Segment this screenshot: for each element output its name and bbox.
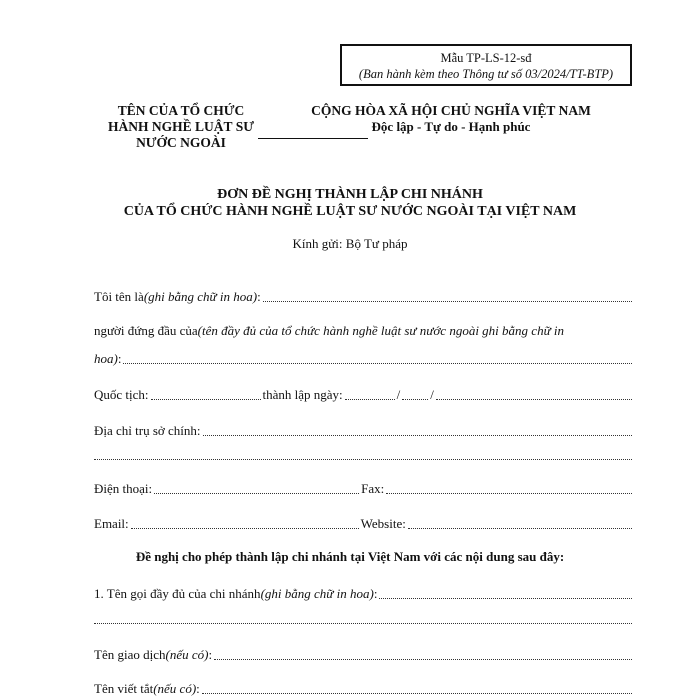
name-field[interactable] xyxy=(263,301,632,302)
address-line-2 xyxy=(94,443,634,463)
trade-name-label: Tên giao dịch xyxy=(94,647,166,662)
nationality-label: Quốc tịch: xyxy=(94,387,149,402)
branch-name-field-cont[interactable] xyxy=(94,623,632,624)
date-separator: / xyxy=(430,387,434,402)
nation-name: CỘNG HÒA XÃ HỘI CHỦ NGHĨA VIỆT NAM xyxy=(311,103,591,118)
name-line xyxy=(94,285,634,305)
trade-name-line xyxy=(94,643,634,663)
short-name-line xyxy=(94,677,634,697)
phone-label: Điện thoại: xyxy=(94,481,153,496)
branch-name-line xyxy=(94,582,634,602)
address-field-cont[interactable] xyxy=(94,459,632,460)
document-title-line2: CỦA TỔ CHỨC HÀNH NGHỀ LUẬT SƯ NƯỚC NGOÀI TẠI VIỆT NAM xyxy=(123,204,577,219)
org-name-field[interactable] xyxy=(123,363,632,364)
head-hint-cont: hoa) xyxy=(94,351,118,366)
phone-field[interactable] xyxy=(154,493,359,494)
established-label: thành lập ngày: xyxy=(262,387,343,402)
nationality-line xyxy=(94,383,634,403)
colon: : xyxy=(208,647,213,662)
website-label: Website: xyxy=(360,516,406,531)
website-field[interactable] xyxy=(408,528,632,529)
form-code-box xyxy=(340,44,632,86)
email-website-line xyxy=(94,512,634,532)
address-label: Địa chỉ trụ sở chính: xyxy=(94,423,201,438)
org-name-block xyxy=(96,103,266,151)
fax-label: Fax: xyxy=(361,481,385,496)
branch-name-hint: (ghi bằng chữ in hoa) xyxy=(260,586,374,601)
org-name-line3: NƯỚC NGOÀI xyxy=(136,135,226,150)
year-field[interactable] xyxy=(436,399,632,400)
colon: : xyxy=(373,586,378,601)
colon: : xyxy=(196,681,200,696)
colon: : xyxy=(257,289,261,304)
org-name-line1: TÊN CỦA TỔ CHỨC xyxy=(117,103,245,118)
national-header xyxy=(296,103,606,135)
branch-name-line-2 xyxy=(94,607,634,627)
form-code: Mẫu TP-LS-12-sđ xyxy=(440,51,532,65)
org-name-line2: HÀNH NGHỀ LUẬT SƯ xyxy=(108,119,254,134)
date-separator: / xyxy=(396,387,401,402)
nation-motto: Độc lập - Tự do - Hạnh phúc xyxy=(371,119,531,134)
branch-name-field[interactable] xyxy=(379,598,632,599)
colon: : xyxy=(117,351,122,366)
document-title-line1: ĐƠN ĐỀ NGHỊ THÀNH LẬP CHI NHÁNH xyxy=(217,187,483,202)
nationality-field[interactable] xyxy=(151,399,261,400)
short-name-hint: (nếu có) xyxy=(153,681,197,696)
motto-underline xyxy=(258,138,368,139)
address-line xyxy=(94,419,634,439)
fax-field[interactable] xyxy=(386,493,632,494)
phone-fax-line xyxy=(94,477,634,497)
form-issued-with: (Ban hành kèm theo Thông tư số 03/2024/TT-BTP) xyxy=(358,67,614,81)
request-heading: Đề nghị cho phép thành lập chi nhánh tại Việt Nam với các nội dung sau đây: xyxy=(135,549,565,564)
branch-name-label: 1. Tên gọi đầy đủ của chi nhánh xyxy=(94,586,261,601)
head-hint: (tên đầy đủ của tổ chức hành nghề luật sư nước ngoài ghi bằng chữ in xyxy=(197,323,565,338)
day-field[interactable] xyxy=(345,399,395,400)
trade-name-field[interactable] xyxy=(214,659,632,660)
recipient: Kính gửi: Bộ Tư pháp xyxy=(292,236,408,251)
month-field[interactable] xyxy=(402,399,428,400)
short-name-label: Tên viết tắt xyxy=(94,681,154,696)
head-label: người đứng đầu của xyxy=(94,323,198,338)
short-name-field[interactable] xyxy=(202,693,632,694)
trade-name-hint: (nếu có) xyxy=(165,647,209,662)
head-line-2 xyxy=(94,347,634,367)
email-label: Email: xyxy=(94,516,129,531)
address-field[interactable] xyxy=(203,435,632,436)
head-line xyxy=(94,319,634,339)
email-field[interactable] xyxy=(131,528,359,529)
name-label: Tôi tên là xyxy=(94,289,144,304)
name-hint: (ghi bằng chữ in hoa) xyxy=(143,289,258,304)
